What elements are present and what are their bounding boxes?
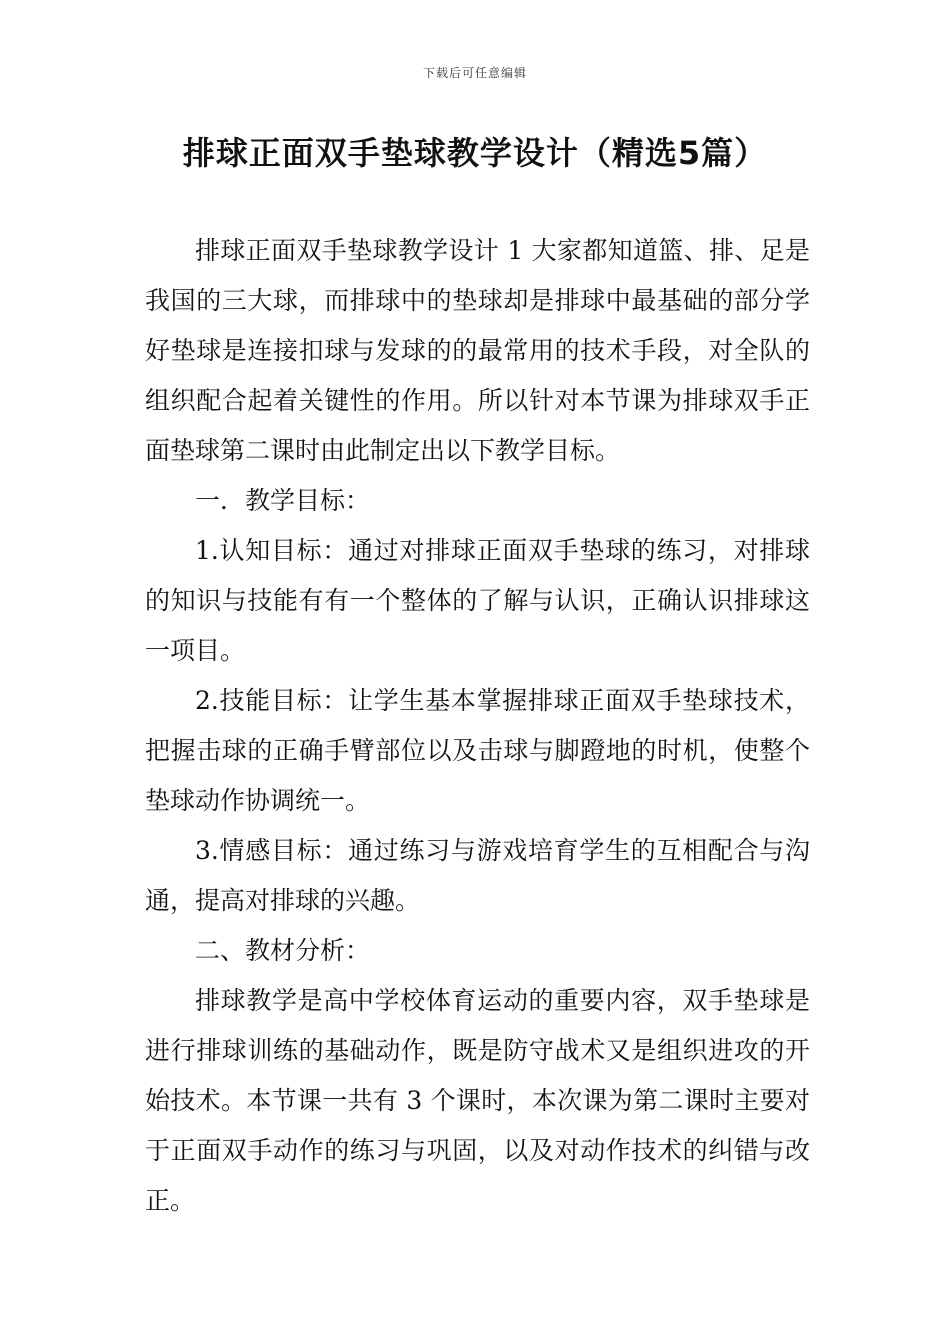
- section-heading-material-analysis: 二、教材分析：: [195, 936, 371, 965]
- paragraph-cognitive-goal: 1.认知目标：通过对排球正面双手垫球的练习，对排球的知识与技能有有一个整体的了解与认识，正确认识排球这一项目。: [145, 536, 810, 665]
- paragraph-material-analysis: 排球教学是高中学校体育运动的重要内容，双手垫球是进行排球训练的基础动作，既是防守战术又是组织进攻的开始技术。本节课一共有 3 个课时，本次课为第二课时主要对于正面双手动作的练习与巩固，以及对动作技术的纠错与改正。: [145, 986, 810, 1215]
- paragraph-intro: 排球正面双手垫球教学设计 1 大家都知道篮、排、足是我国的三大球，而排球中的垫球却是排球中最基础的部分学好垫球是连接扣球与发球的的最常用的技术手段，对全队的组织配合起着关键性的作用。所以针对本节课为排球双手正面垫球第二课时由此制定出以下教学目标。: [145, 236, 810, 465]
- document-title: 排球正面双手垫球教学设计（精选5篇）: [182, 134, 768, 172]
- paragraph-skill-goal: 2.技能目标：让学生基本掌握排球正面双手垫球技术，把握击球的正确手臂部位以及击球与脚蹬地的时机，使整个垫球动作协调统一。: [145, 686, 810, 815]
- section-heading-teaching-goals: 一．教学目标：: [195, 486, 371, 515]
- document-body: [145, 226, 810, 1226]
- header-note: 下载后可任意编辑: [422, 66, 527, 80]
- paragraph-emotional-goal: 3.情感目标：通过练习与游戏培育学生的互相配合与沟通，提高对排球的兴趣。: [145, 836, 810, 915]
